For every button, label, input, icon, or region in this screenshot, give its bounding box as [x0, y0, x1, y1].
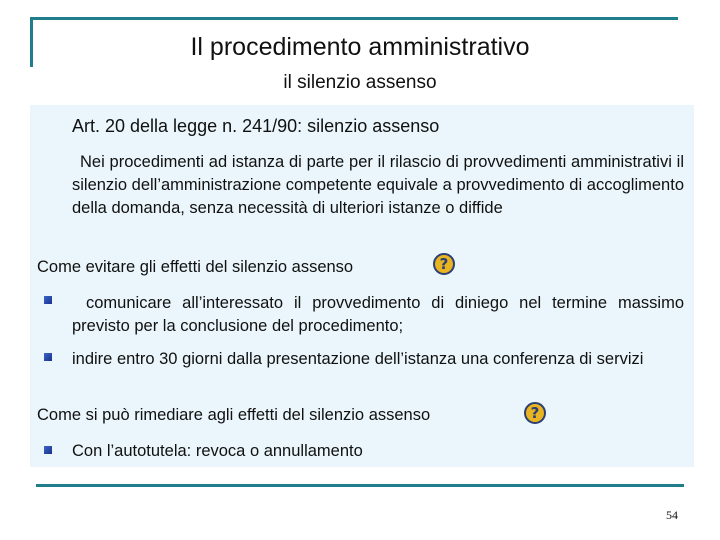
footer-divider — [36, 484, 684, 487]
bullet-icon — [44, 446, 52, 454]
list-item: Con l’autotutela: revoca o annullamento — [72, 442, 363, 460]
slide-title: Il procedimento amministrativo — [190, 33, 530, 61]
list-item: indire entro 30 giorni dalla presentazione dell’istanza una conferenza di servizi — [72, 350, 644, 368]
section-heading-remedy: Come si può rimediare agli effetti del silenzio assenso — [37, 406, 431, 424]
section-heading-avoid: Come evitare gli effetti del silenzio assenso — [37, 258, 354, 276]
question-mark-icon[interactable]: ? — [433, 253, 455, 275]
article-text: Nei procedimenti ad istanza di parte per il rilascio di provvedimenti amministrativi il silenzio dell’amministrazione competente equivale a provvedimento di accoglimento della domanda, senza necessità di ulteriori istanze o diffide — [72, 153, 684, 217]
bullet-icon — [44, 353, 52, 361]
page-number: 54 — [666, 508, 678, 522]
article-heading: Art. 20 della legge n. 241/90: silenzio assenso — [72, 116, 440, 136]
question-mark-icon[interactable]: ? — [524, 402, 546, 424]
title-frame-top-border — [30, 17, 678, 20]
bullet-icon — [44, 296, 52, 304]
slide-subtitle: il silenzio assenso — [283, 72, 437, 93]
list-item: comunicare all’interessato il provvedimento di diniego nel termine massimo previsto per la conclusione del procedimento; — [72, 294, 684, 335]
